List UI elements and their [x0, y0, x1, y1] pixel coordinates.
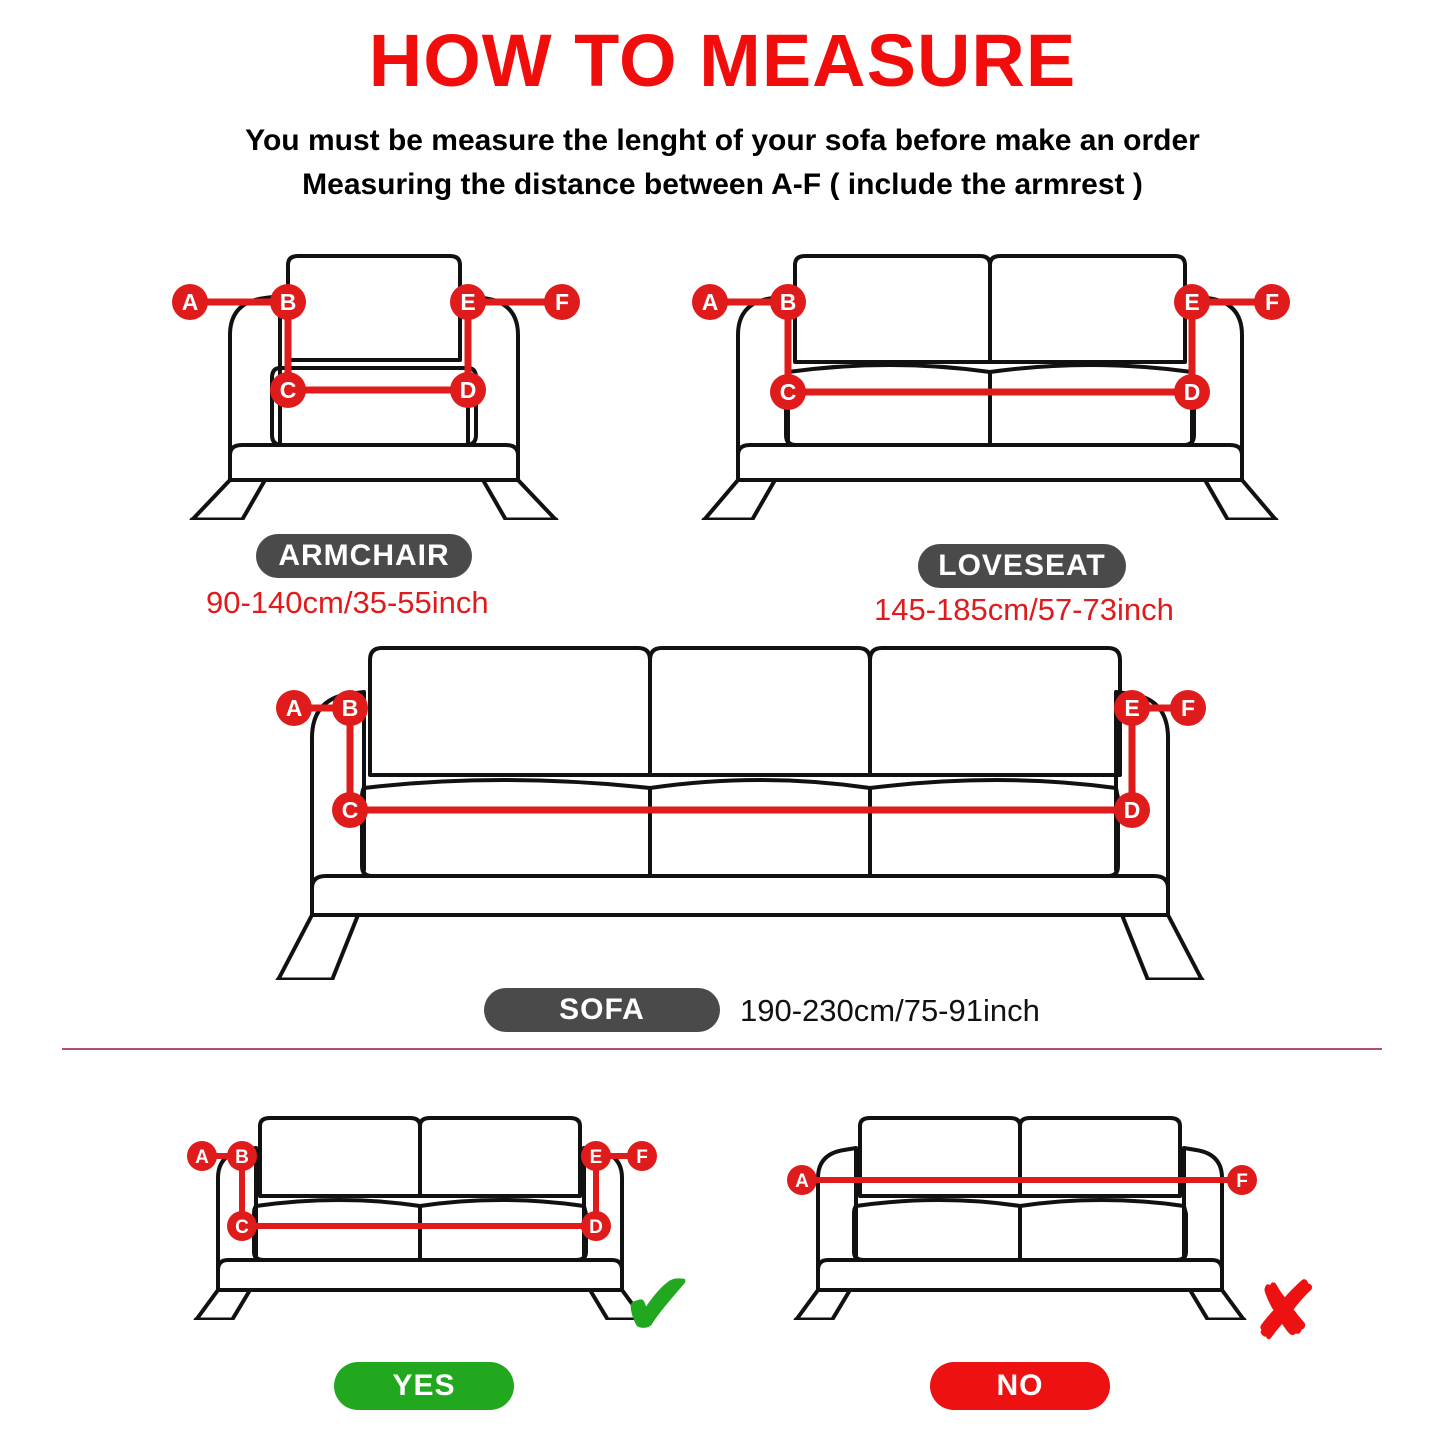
sofa-figure — [270, 630, 1210, 980]
no-cross-icon: ✘ — [1252, 1267, 1318, 1355]
armchair-figure — [170, 240, 590, 520]
svg-text:B: B — [341, 695, 359, 721]
loveseat-label: LOVESEAT — [918, 544, 1126, 588]
svg-text:A: A — [195, 1147, 209, 1168]
svg-text:F: F — [1180, 695, 1196, 721]
no-badge: NO — [930, 1362, 1110, 1410]
sofa-label: SOFA — [484, 988, 720, 1032]
svg-text:E: E — [1184, 289, 1200, 315]
svg-text:A: A — [795, 1171, 809, 1192]
svg-text:A: A — [701, 289, 719, 315]
svg-text:A: A — [181, 289, 199, 315]
yes-badge: YES — [334, 1362, 514, 1410]
svg-text:D: D — [1123, 797, 1141, 823]
svg-text:B: B — [779, 289, 797, 315]
svg-text:F: F — [1236, 1171, 1248, 1192]
svg-text:B: B — [279, 289, 297, 315]
svg-text:F: F — [636, 1147, 648, 1168]
svg-text:D: D — [589, 1217, 603, 1238]
loveseat-figure — [690, 240, 1300, 520]
svg-text:A: A — [285, 695, 303, 721]
loveseat-dimension: 145-185cm/57-73inch — [874, 592, 1174, 627]
svg-text:D: D — [459, 377, 477, 403]
svg-text:E: E — [589, 1147, 603, 1168]
svg-text:F: F — [554, 289, 570, 315]
armchair-label: ARMCHAIR — [256, 534, 472, 578]
svg-text:C: C — [341, 797, 359, 823]
no-figure — [780, 1100, 1280, 1320]
svg-text:E: E — [1124, 695, 1140, 721]
svg-text:B: B — [235, 1147, 249, 1168]
svg-text:F: F — [1264, 289, 1280, 315]
svg-text:E: E — [460, 289, 476, 315]
instruction-line-2: Measuring the distance between A-F ( include the armrest ) — [302, 168, 1143, 201]
armchair-dimension: 90-140cm/35-55inch — [206, 585, 489, 620]
instruction-line-1: You must be measure the lenght of your sofa before make an order — [245, 124, 1200, 157]
page-title: HOW TO MEASURE — [368, 19, 1077, 102]
svg-text:C: C — [779, 379, 797, 405]
sofa-dimension: 190-230cm/75-91inch — [740, 993, 1040, 1028]
svg-text:D: D — [1183, 379, 1201, 405]
section-divider — [62, 1048, 1382, 1050]
yes-figure — [180, 1100, 680, 1320]
svg-text:C: C — [235, 1217, 249, 1238]
svg-text:C: C — [279, 377, 297, 403]
yes-check-icon: ✔ — [622, 1257, 695, 1353]
